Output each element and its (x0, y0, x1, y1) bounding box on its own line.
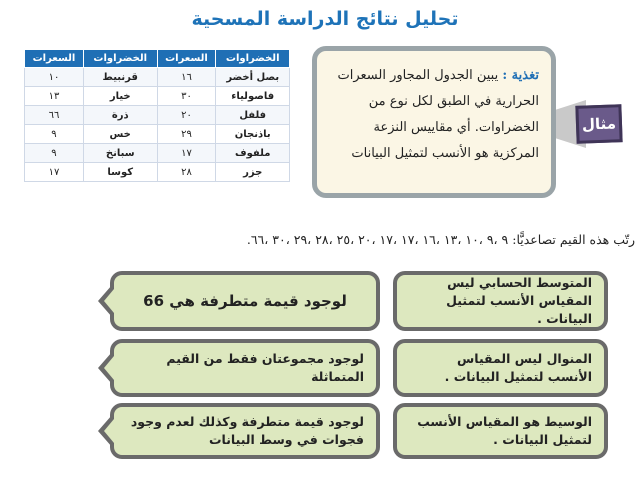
answer-text-mean: المتوسط الحسابي ليس المقياس الأنسب لتمثيل البيانات . (446, 275, 592, 326)
table-row (25, 125, 290, 144)
table-cell: ٢٨ (157, 163, 216, 182)
answer-box-mode (393, 339, 608, 397)
table-cell: خيار (83, 87, 157, 106)
table-cell: باذنجان (216, 125, 290, 144)
reason-box-mode (110, 339, 380, 397)
table-cell: بصل أخضر (216, 68, 290, 87)
table-cell: ٦٦ (25, 106, 84, 125)
answer-box-mean (393, 271, 608, 331)
example-text-block (325, 63, 539, 167)
page-title: تحليل نتائج الدراسة المسحية (191, 8, 459, 30)
example-tab: مثال (575, 104, 622, 144)
table-cell: ملفوف (216, 144, 290, 163)
table-cell: ذرة (83, 106, 157, 125)
header-vegetables-1: الخضراوات (216, 50, 290, 68)
header-vegetables-2: الخضراوات (83, 50, 157, 68)
reason-text-mean: لوجود قيمة متطرفة هي 66 (143, 292, 347, 310)
table-row (25, 106, 290, 125)
table-cell: ٢٠ (157, 106, 216, 125)
answer-box-median (393, 403, 608, 459)
table-cell: فلفل (216, 106, 290, 125)
reason-box-median (110, 403, 380, 459)
table-row (25, 68, 290, 87)
table-cell: فاصولياء (216, 87, 290, 106)
table-cell: ١٣ (25, 87, 84, 106)
table-cell: خس (83, 125, 157, 144)
reason-text-median: لوجود قيمة متطرفة وكذلك لعدم وجود فجوات في وسط البيانات (130, 414, 364, 447)
header-calories-2: السعرات (25, 50, 84, 68)
table-cell: كوسا (83, 163, 157, 182)
answer-text-mode: المنوال ليس المقياس الأنسب لتمثيل البيانات . (444, 351, 592, 384)
example-text: يبين الجدول المجاور السعرات الحرارية في الطبق لكل نوع من الخضراوات. أي مقاييس النزعة المركزية هو الأنسب لتمثيل البيانات (337, 68, 539, 161)
reason-text-mode: لوجود مجموعتان فقط من القيم المتماثلة (166, 351, 364, 384)
table-cell: ٣٠ (157, 87, 216, 106)
answer-text-median: الوسيط هو المقياس الأنسب لتمثيل البيانات . (417, 414, 592, 447)
table-row (25, 144, 290, 163)
header-calories-1: السعرات (157, 50, 216, 68)
table-cell: ١٧ (157, 144, 216, 163)
table-cell: جزر (216, 163, 290, 182)
instruction-text: رتّب هذه القيم تصاعديًّا: ٩ ،٩ ،١٠ ،١٣ ،١٦ ،١٧ ،١٧ ،٢٠ ،٢٥ ،٢٨ ،٢٩ ،٣٠ ،٦٦. (246, 232, 635, 247)
table-cell: ٩ (25, 125, 84, 144)
table-cell: ٢٩ (157, 125, 216, 144)
table-row (25, 87, 290, 106)
example-box (312, 46, 556, 198)
example-label: تغذية : (502, 68, 539, 83)
table-row (25, 163, 290, 182)
table-cell: ١٠ (25, 68, 84, 87)
calories-table (24, 49, 290, 182)
table-cell: ٩ (25, 144, 84, 163)
table-header-row (25, 50, 290, 68)
table-cell: قرنبيط (83, 68, 157, 87)
table-cell: ١٦ (157, 68, 216, 87)
table-cell: ١٧ (25, 163, 84, 182)
reason-box-mean (110, 271, 380, 331)
table-cell: سبانخ (83, 144, 157, 163)
